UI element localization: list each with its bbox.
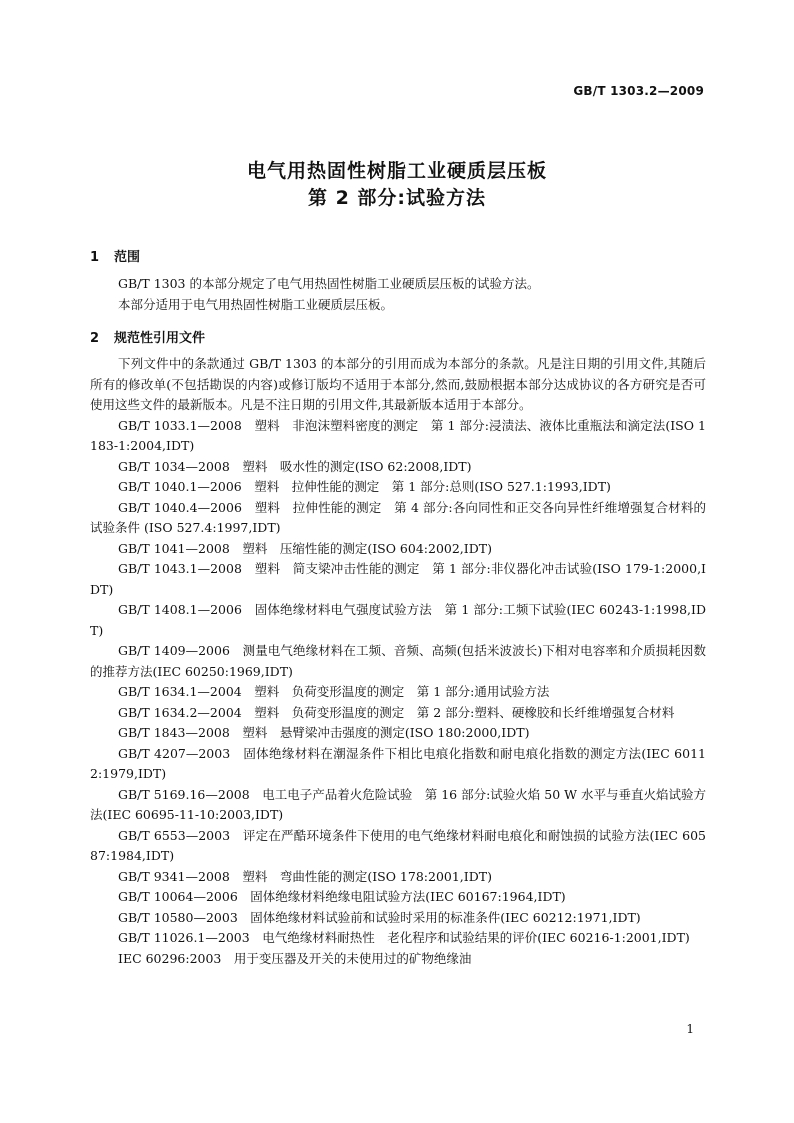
reference-item: GB/T 1041—2008 塑料 压缩性能的测定(ISO 604:2002,IDT) <box>118 540 492 556</box>
reference-item: IEC 60296:2003 用于变压器及开关的未使用过的矿物绝缘油 <box>118 950 472 966</box>
document-title: 电气用热固性树脂工业硬质层压板 <box>246 160 547 182</box>
section-1-paragraph: 本部分适用于电气用热固性树脂工业硬质层压板。 <box>118 297 394 312</box>
document-subtitle: 第 2 部分:试验方法 <box>307 187 487 209</box>
section-1-heading <box>90 246 140 265</box>
reference-item: GB/T 1043.1—2008 塑料 简支梁冲击性能的测定 第 1 部分:非仪器化冲击试验(ISO 179-1:2000,IDT) <box>90 561 706 597</box>
document-number: GB/T 1303.2—2009 <box>573 84 704 98</box>
reference-item: GB/T 1034—2008 塑料 吸水性的测定(ISO 62:2008,IDT) <box>118 458 472 474</box>
reference-item: GB/T 1040.4—2006 塑料 拉伸性能的测定 第 4 部分:各向同性和正交各向异性纤维增强复合材料的试验条件 (ISO 527.4:1997,IDT) <box>90 499 706 535</box>
reference-item: GB/T 1408.1—2006 固体绝缘材料电气强度试验方法 第 1 部分:工频下试验(IEC 60243-1:1998,IDT) <box>90 602 706 638</box>
section-title: 规范性引用文件 <box>114 331 206 346</box>
reference-item: GB/T 1409—2006 测量电气绝缘材料在工频、音频、高频(包括米波波长)下相对电容率和介质损耗因数的推荐方法(IEC 60250:1969,IDT) <box>90 643 706 679</box>
section-title: 范围 <box>114 250 141 265</box>
reference-item: GB/T 1040.1—2006 塑料 拉伸性能的测定 第 1 部分:总则(ISO 527.1:1993,IDT) <box>118 479 611 494</box>
reference-item: GB/T 10064—2006 固体绝缘材料绝缘电阻试验方法(IEC 60167:1964,IDT) <box>118 889 566 904</box>
reference-item: GB/T 4207—2003 固体绝缘材料在潮湿条件下相比电痕化指数和耐电痕化指数的测定方法(IEC 60112:1979,IDT) <box>90 745 706 781</box>
reference-item: GB/T 10580—2003 固体绝缘材料试验前和试验时采用的标准条件(IEC 60212:1971,IDT) <box>118 909 641 925</box>
section-2-intro: 下列文件中的条款通过 GB/T 1303 的本部分的引用而成为本部分的条款。凡是注日期的引用文件,其随后所有的修改单(不包括勘误的内容)或修订版均不适用于本部分,然而,鼓励根据本部分达成协议的各方研究是否可使用这些文件的最新版本。凡是不注日期的引用文件,其最新版本适用于本部分。 <box>90 356 706 412</box>
reference-item: GB/T 1843—2008 塑料 悬臂梁冲击强度的测定(ISO 180:2000,IDT) <box>118 725 530 740</box>
page-number: 1 <box>686 1022 694 1036</box>
reference-item: GB/T 6553—2003 评定在严酷环境条件下使用的电气绝缘材料耐电痕化和耐蚀损的试验方法(IEC 60587:1984,IDT) <box>90 827 706 863</box>
section-number: 1 <box>90 250 100 265</box>
reference-item: GB/T 1634.1—2004 塑料 负荷变形温度的测定 第 1 部分:通用试验方法 <box>118 684 550 699</box>
reference-item: GB/T 11026.1—2003 电气绝缘材料耐热性 老化程序和试验结果的评价(IEC 60216-1:2001,IDT) <box>118 930 690 945</box>
section-2-heading <box>90 327 205 346</box>
section-1-paragraph: GB/T 1303 的本部分规定了电气用热固性树脂工业硬质层压板的试验方法。 <box>118 276 540 291</box>
reference-item: GB/T 5169.16—2008 电工电子产品着火危险试验 第 16 部分:试验火焰 50 W 水平与垂直火焰试验方法(IEC 60695-11-10:2003,IDT) <box>90 786 706 822</box>
reference-item: GB/T 1033.1—2008 塑料 非泡沫塑料密度的测定 第 1 部分:浸渍法、液体比重瓶法和滴定法(ISO 1183-1:2004,IDT) <box>90 417 706 453</box>
section-number: 2 <box>90 331 100 346</box>
section-2-body <box>90 354 706 969</box>
reference-item: GB/T 1634.2—2004 塑料 负荷变形温度的测定 第 2 部分:塑料、硬橡胶和长纤维增强复合材料 <box>118 704 675 720</box>
reference-item: GB/T 9341—2008 塑料 弯曲性能的测定(ISO 178:2001,IDT) <box>118 868 492 884</box>
